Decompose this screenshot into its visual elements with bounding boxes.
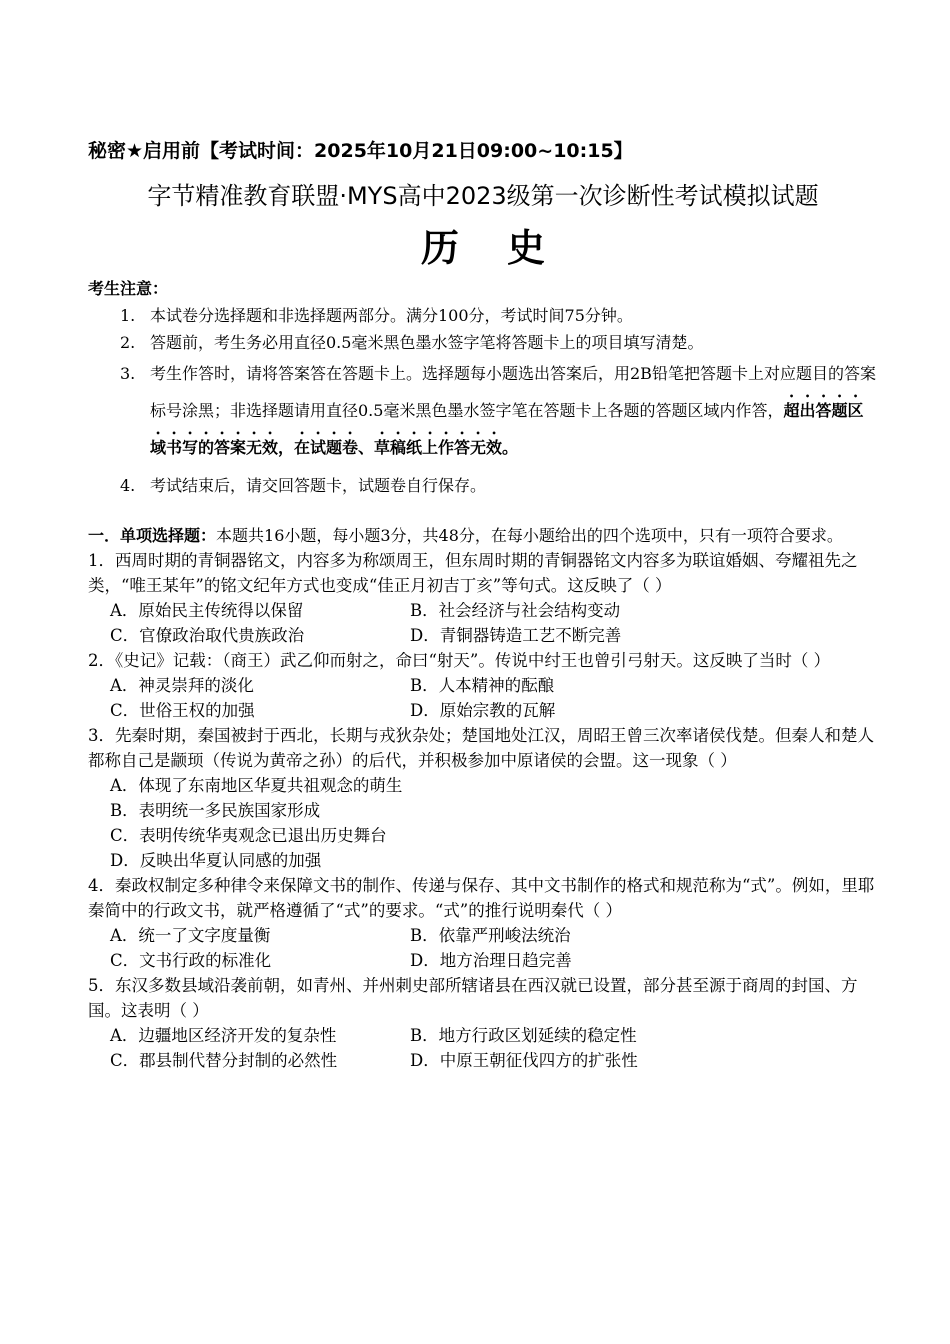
- question-options: [88, 673, 878, 723]
- option-b: B．社会经济与社会结构变动: [410, 601, 621, 620]
- option-b: B．表明统一多民族国家形成: [110, 801, 321, 820]
- notice-number: 1.: [120, 306, 136, 325]
- notice-list: [88, 302, 878, 499]
- question-5: [88, 973, 878, 1073]
- question-stem: 4．秦政权制定多种律令来保障文书的制作、传递与保存、其中文书制作的格式和规范称为“式”。例如，里耶秦简中的行政文书，就严格遵循了“式”的要求。“式”的推行说明秦代（ ）: [88, 876, 875, 920]
- secret-line: 秘密★启用前【考试时间：2025年10月21日09:00~10:15】: [88, 140, 633, 162]
- notice-number: 4.: [120, 476, 136, 495]
- option-c: C．世俗王权的加强: [110, 701, 255, 720]
- question-options: [88, 598, 878, 648]
- notice-heading: 考生注意：: [88, 279, 169, 298]
- option-c: C．官僚政治取代贵族政治: [110, 626, 305, 645]
- question-4: [88, 873, 878, 973]
- option-d: D．反映出华夏认同感的加强: [110, 851, 322, 870]
- question-options: [88, 773, 878, 873]
- notice-item: [88, 329, 878, 356]
- section-heading: [88, 523, 878, 548]
- notice-item: [88, 356, 878, 466]
- question-3: [88, 723, 878, 873]
- notice-number: 3.: [120, 364, 136, 383]
- notice-number: 2.: [120, 333, 136, 352]
- option-d: D．地方治理日趋完善: [410, 951, 572, 970]
- option-d: D．中原王朝征伐四方的扩张性: [410, 1051, 638, 1070]
- option-c: C．郡县制代替分封制的必然性: [110, 1051, 338, 1070]
- option-a: A．体现了东南地区华夏共祖观念的萌生: [110, 776, 403, 795]
- notice-text: 本试卷分选择题和非选择题两部分。满分100分，考试时间75分钟。: [150, 306, 633, 325]
- subject-title: 历史: [420, 225, 593, 270]
- option-d: D．青铜器铸造工艺不断完善: [410, 626, 622, 645]
- exam-title: 字节精准教育联盟·MYS高中2023级第一次诊断性考试模拟试题: [147, 182, 819, 210]
- option-b: B．地方行政区划延续的稳定性: [410, 1026, 637, 1045]
- question-options: [88, 1023, 878, 1073]
- option-a: A．原始民主传统得以保留: [110, 601, 304, 620]
- option-c: C．表明传统华夷观念已退出历史舞台: [110, 826, 387, 845]
- notice-emphasis-text: 超出答题区域书写的答案无效，在试题卷、草稿纸上作答无效。: [150, 401, 864, 457]
- question-options: [88, 923, 878, 973]
- option-a: A．统一了文字度量衡: [110, 926, 271, 945]
- exam-page: [88, 136, 878, 1073]
- section-text: 本题共16小题，每小题3分，共48分，在每小题给出的四个选项中，只有一项符合要求。: [216, 526, 843, 545]
- question-stem: 1．西周时期的青铜器铭文，内容多为称颂周王，但东周时期的青铜器铭文内容多为联谊婚姻、夸耀祖先之类，“唯王某年”的铭文纪年方式也变成“佳正月初吉丁亥”等句式。这反映了（ ）: [88, 551, 858, 595]
- question-stem: 3．先秦时期，秦国被封于西北，长期与戎狄杂处；楚国地处江汉，周昭王曾三次率诸侯伐楚。但秦人和楚人都称自己是颛顼（传说为黄帝之孙）的后代，并积极参加中原诸侯的会盟。这一现象（ ）: [88, 726, 874, 770]
- section-lead: 一．单项选择题：: [88, 526, 217, 545]
- question-2: [88, 648, 878, 723]
- option-c: C．文书行政的标准化: [110, 951, 272, 970]
- question-stem: 5．东汉多数县域沿袭前朝，如青州、并州刺史部所辖诸县在西汉就已设置，部分甚至源于商周的封国、方国。这表明（ ）: [88, 976, 858, 1020]
- option-a: A．神灵崇拜的淡化: [110, 676, 254, 695]
- notice-item: [88, 302, 878, 329]
- option-d: D．原始宗教的瓦解: [410, 701, 556, 720]
- notice-text: 考试结束后，请交回答题卡，试题卷自行保存。: [150, 476, 487, 495]
- question-stem: 2．《史记》记载：（商王）武乙仰而射之，命曰“射天”。传说中纣王也曾引弓射天。这反映了当时（ ）: [88, 651, 831, 670]
- option-b: B．依靠严刑峻法统治: [410, 926, 571, 945]
- question-1: [88, 548, 878, 648]
- option-b: B．人本精神的酝酿: [410, 676, 555, 695]
- notice-text: 考生作答时，请将答案答在答题卡上。选择题每小题选出答案后，用2B铅笔把答题卡上对应题目的答案标号涂黑；非选择题请用直径0.5毫米黑色墨水签字笔在答题卡上各题的答题区域内作答，: [150, 364, 876, 420]
- notice-text: 答题前，考生务必用直径0.5毫米黑色墨水签字笔将答题卡上的项目填写清楚。: [150, 333, 704, 352]
- option-a: A．边疆地区经济开发的复杂性: [110, 1026, 337, 1045]
- notice-item: [88, 472, 878, 499]
